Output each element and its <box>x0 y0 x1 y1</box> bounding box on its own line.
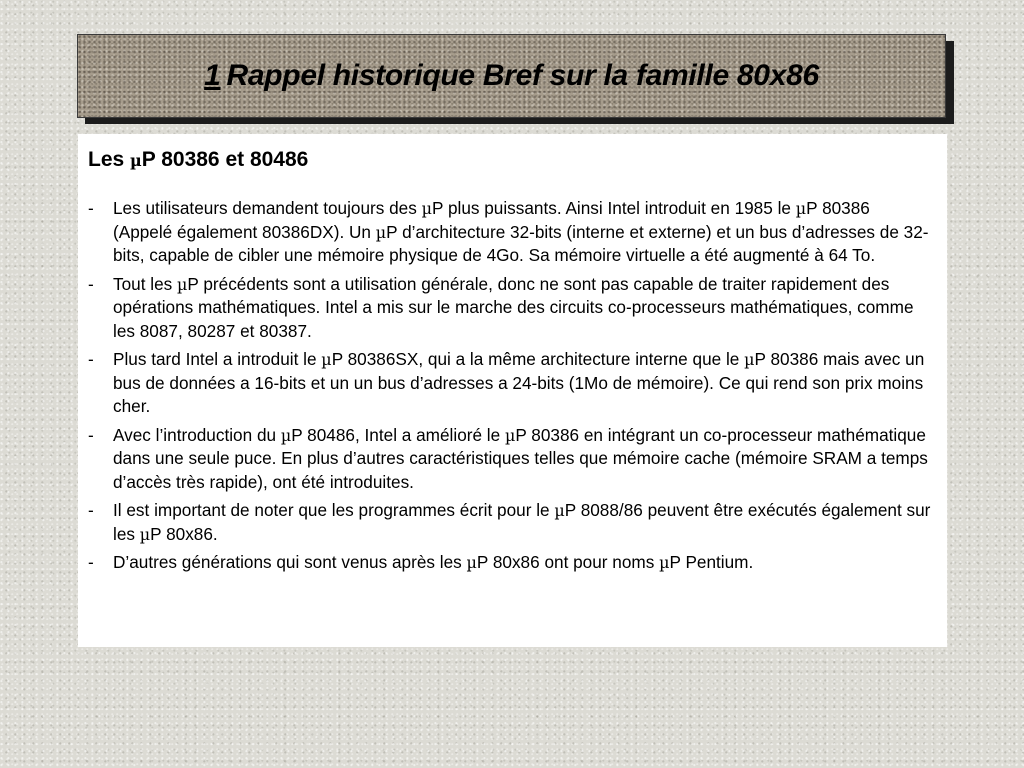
bullet-marker: - <box>88 349 94 369</box>
bullet-marker: - <box>88 500 94 520</box>
slide-title-text: Rappel historique Bref sur la famille 80x86 <box>226 59 819 92</box>
slide-title <box>204 59 819 93</box>
micro-symbol: µ <box>744 350 755 369</box>
bullet-text: Les utilisateurs demandent toujours des µP plus puissants. Ainsi Intel introduit en 1985 le µP 80386 (Appelé également 80386DX). Un µP d’architecture 32-bits (interne et externe) et un bus d’adresses de 32-bits, capable de cibler une mémoire physique de 4Go. Sa mémoire virtuelle a été augmenté à 64 To. <box>113 198 929 265</box>
bullet-marker: - <box>88 198 94 218</box>
title-banner <box>77 34 946 118</box>
bullet-text: D’autres générations qui sont venus après les µP 80x86 ont pour noms µP Pentium. <box>113 552 754 572</box>
bullet-item <box>88 499 933 546</box>
micro-symbol: µ <box>421 199 433 218</box>
micro-symbol: µ <box>659 553 670 572</box>
micro-symbol: µ <box>139 524 151 544</box>
bullet-text: Tout les µP précédents sont a utilisation générale, donc ne sont pas capable de traiter rapidement des opérations mathématiques. Intel a mis sur le marche des circuits co-processeurs mathématiques, comme les 8087, 80287 et 80387. <box>113 273 914 341</box>
bullet-marker: - <box>88 552 94 572</box>
section-subtitle: Les µP 80386 et 80486 <box>88 148 309 171</box>
micro-symbol: µ <box>375 222 387 242</box>
bullet-text: Plus tard Intel a introduit le µP 80386SX, qui a la même architecture interne que le µP 80386 mais avec un bus de données a 16-bits et un un bus d’adresses a 24-bits (1Mo de mémoire). Ce qui rend son prix moins cher. <box>113 349 925 416</box>
bullet-item <box>88 197 933 268</box>
bullet-marker: - <box>88 273 94 294</box>
micro-symbol: µ <box>177 274 188 294</box>
bullet-item <box>88 424 933 495</box>
content-panel <box>78 134 947 647</box>
micro-symbol: µ <box>504 425 516 445</box>
micro-symbol: µ <box>280 425 292 445</box>
bullet-text: Avec l’introduction du µP 80486, Intel a amélioré le µP 80386 en intégrant un co-processeur mathématique dans une seule puce. En plus d’autres caractéristiques telles que mémoire cache (mémoire SRAM a temps d’accès très rapide), ont été introduites. <box>113 424 928 492</box>
bullet-item <box>88 273 933 344</box>
micro-symbol: µ <box>795 199 807 218</box>
bullet-list <box>88 197 933 575</box>
micro-symbol: µ <box>554 501 565 520</box>
micro-symbol: µ <box>321 350 332 369</box>
micro-symbol: µ <box>466 553 477 572</box>
bullet-item <box>88 551 933 575</box>
bullet-marker: - <box>88 424 94 445</box>
slide-title-number: 1 <box>204 59 221 92</box>
bullet-text: Il est important de noter que les programmes écrit pour le µP 8088/86 peuvent être exécutés également sur les µP 80x86. <box>113 500 931 544</box>
micro-symbol: µ <box>130 151 142 170</box>
bullet-item <box>88 348 933 419</box>
